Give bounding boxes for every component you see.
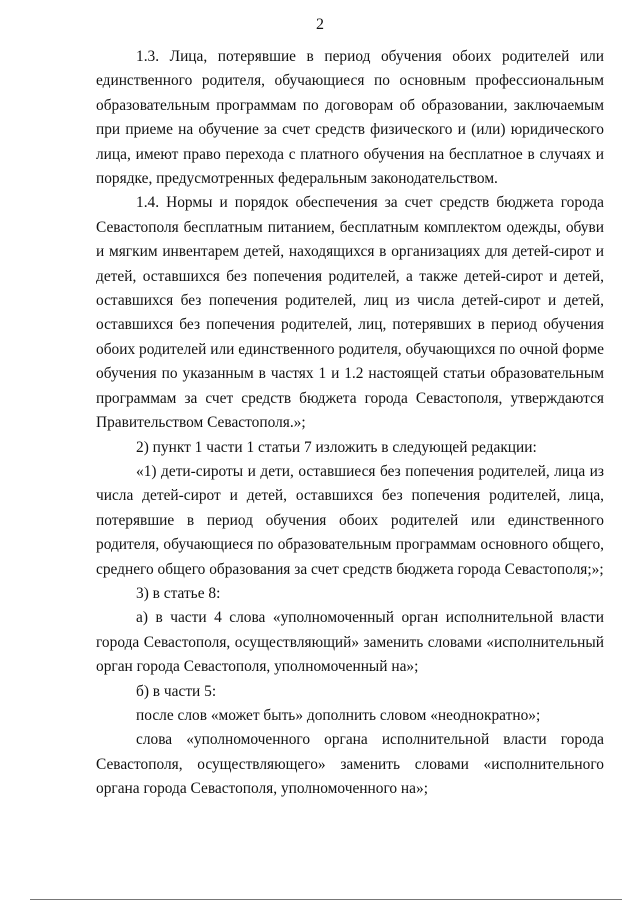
page-bottom-edge <box>30 899 622 900</box>
paragraph-1-4: 1.4. Нормы и порядок обеспечения за счет средств бюджета города Севастополя бесплатным питанием, бесплатным комплектом одежды, обуви и мягким инвентарем детей, находящихся в организациях для детей-сирот и детей, оставшихся без попечения родителей, а также детей-сирот и детей, оставшихся без попечения родителей, лиц из числа детей-сирот и детей, оставшихся без попечения родителей, лиц, потерявших в период обучения обоих родителей или единственного родителя, обучающихся по очной форме обучения по указанным в частях 1 и 1.2 настоящей статьи образовательным программам за счет средств бюджета города Севастополя, утверждаются Правительством Севастополя.»; <box>96 194 604 432</box>
page-number: 2 <box>316 16 324 33</box>
paragraph-quote-1: «1) дети-сироты и дети, оставшиеся без попечения родителей, лица из числа детей-сирот и детей, оставшихся без попечения родителей, лица, потерявшие в период обучения обоих родителей или единственного родителя, обучающиеся по образовательным программам основного общего, среднего общего образования за счет средств бюджета города Севастополя;»; <box>96 462 604 578</box>
paragraph-after-words: после слов «может быть» дополнить словом «неоднократно»; <box>136 706 541 724</box>
paragraph-replace-words: слова «уполномоченного органа исполнительной власти города Севастополя, осуществляющего» заменить словами «исполнительного органа города Севастополя, уполномоченного на»; <box>96 731 604 798</box>
paragraph-item-3a: а) в части 4 слова «уполномоченный орган исполнительной власти города Севастополя, осуществляющий» заменить словами «исполнительный орган города Севастополя, уполномоченный на»; <box>96 609 604 676</box>
document-body <box>96 45 604 802</box>
paragraph-item-3: 3) в статье 8: <box>136 584 221 602</box>
paragraph-item-3b: б) в части 5: <box>136 682 217 700</box>
paragraph-item-2: 2) пункт 1 части 1 статьи 7 изложить в следующей редакции: <box>136 438 537 456</box>
paragraph-1-3: 1.3. Лица, потерявшие в период обучения обоих родителей или единственного родителя, обучающиеся по основным профессиональным образовательным программам по договорам об образовании, заключаемым при приеме на обучение за счет средств физического и (или) юридического лица, имеют право перехода с платного обучения на бесплатное в случаях и порядке, предусмотренных федеральным законодательством. <box>96 48 604 188</box>
